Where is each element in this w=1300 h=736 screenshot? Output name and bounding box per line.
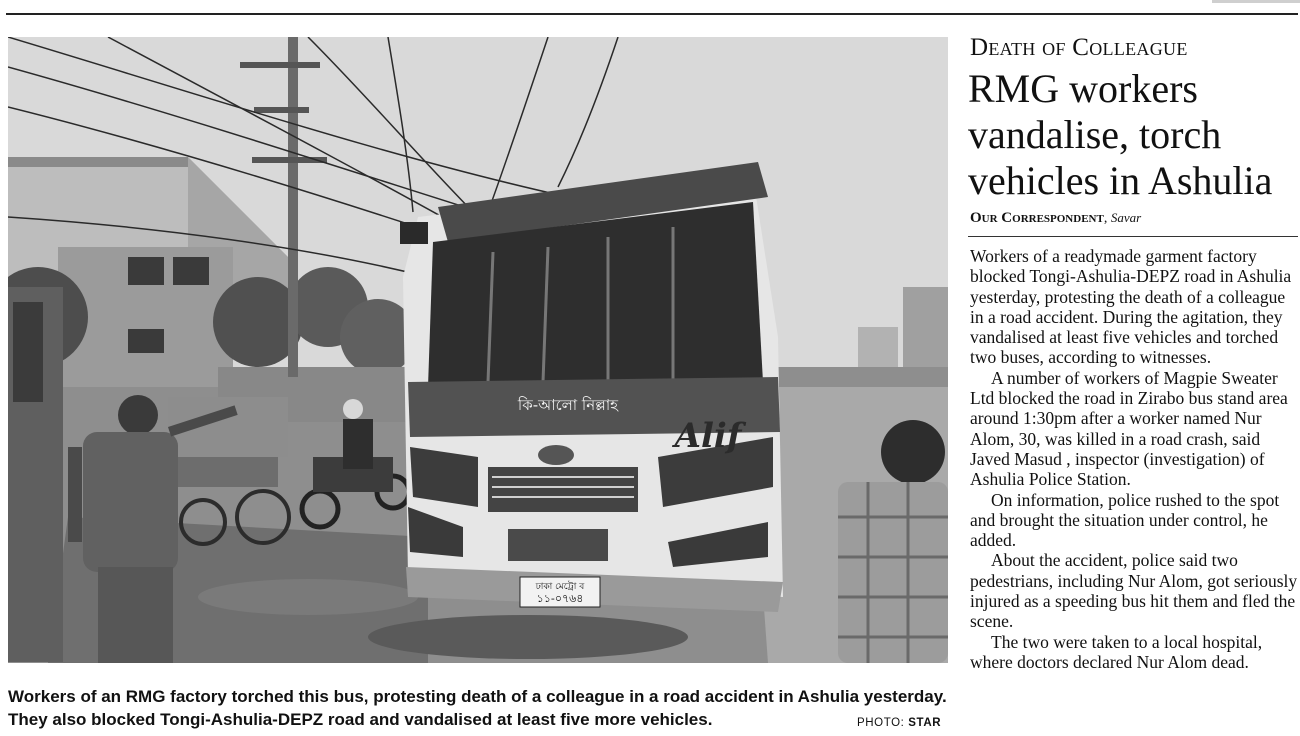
caption-line-2: They also blocked Tongi-Ashulia-DEPZ road and vandalised at least five more vehicles. xyxy=(8,710,713,729)
byline-name: Our Correspondent xyxy=(970,210,1104,226)
article-byline xyxy=(970,210,1141,227)
article-body xyxy=(970,246,1300,672)
news-photo xyxy=(8,37,948,663)
bus-route-sign: কি-আলো নিল্লাহ xyxy=(517,396,619,414)
utility-pole xyxy=(288,37,298,377)
credit-source: STAR xyxy=(908,717,942,729)
credit-label: PHOTO: xyxy=(857,717,905,729)
paragraph-2: A number of workers of Magpie Sweater Ltd blocked the road in Zirabo bus stand area around 1:30pm after a worker named Nur Alom, 30, was killed in a road crash, said Javed Masud , inspector (investigation) of Ashulia Police Station. xyxy=(970,367,1288,490)
paragraph-4: About the accident, police said two pedestrians, including Nur Alom, got seriously injured as a speeding bus hit them and fled the scene. xyxy=(970,550,1298,632)
number-plate-line2: ১১-০৭৬৪ xyxy=(536,592,584,605)
bus-name: Alif xyxy=(674,416,742,456)
article-headline: RMG workers vandalise, torch vehicles in Ashulia xyxy=(968,66,1273,203)
page-corner-mark xyxy=(1212,0,1300,3)
paragraph-3: On information, police rushed to the spot and brought the situation under control, he added. xyxy=(970,489,1280,551)
byline-separator: , xyxy=(1103,211,1108,226)
paragraph-1: Workers of a readymade garment factory blocked Tongi-Ashulia-DEPZ road in Ashulia yesterday, protesting the death of a colleague in a road accident. During the agitation, they vandalised at least five vehicles and torched two buses, according to witnesses. xyxy=(970,246,1292,368)
paragraph-5: The two were taken to a local hospital, where doctors declared Nur Alom dead. xyxy=(970,631,1263,672)
byline-rule xyxy=(968,236,1298,237)
article-kicker: Death of Colleague xyxy=(970,34,1188,61)
top-rule xyxy=(6,13,1298,15)
number-plate-line1: ঢাকা মেট্রো ব xyxy=(535,582,585,592)
photo-caption xyxy=(8,685,948,731)
photo-credit xyxy=(857,717,941,729)
byline-location: Savar xyxy=(1110,210,1142,225)
caption-line-1: Workers of an RMG factory torched this bus, protesting death of a colleague in a road accident in Ashulia yesterday. xyxy=(8,687,947,706)
burned-bus xyxy=(400,162,783,612)
